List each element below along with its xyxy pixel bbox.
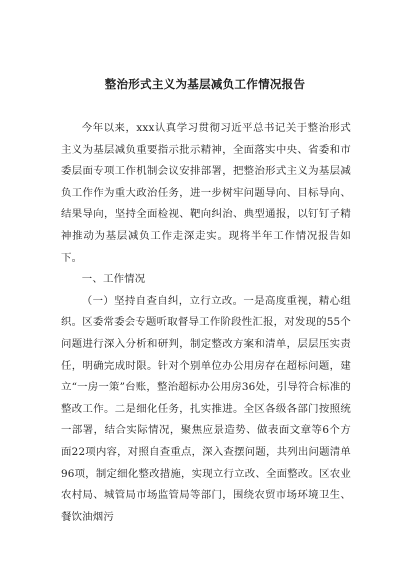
intro-paragraph: 今年以来，xxx认真学习贯彻习近平总书记关于整治形式主义为基层减负重要指示批示精神，全面落实中央、省委和市委层面专项工作机制会议安排部署，把整治形式主义为基层减负工作作为重大政治任务，进一步树牢问题导向、目标导向、结果导向，坚持全面检视、靶向纠治、典型通报，以钉钉子精神推动为基层减负工作走深走实。现将半年工作情况报告如下。 — [61, 122, 351, 264]
document-body — [61, 118, 351, 528]
body-paragraph: （一）坚持自查自纠，立行立改。一是高度重视，精心组织。区委常委会专题听取督导工作阶段性汇报，对发现的55个问题进行深入分析和研判，制定整改方案和清单，层层压实责任，明确完成时限。针对个别单位办公用房存在超标问题，建立“一房一策”台账，整治超标办公用房36处，引导符合标准的整改工作。二是细化任务，扎实推进。全区各级各部门按照统一部署，结合实际情况，聚焦应景造势、做表面文章等6个方面22项内容，对照自查重点，深入查摆问题，共列出问题清单96项，制定细化整改措施，实现立行立改、全面整改。区农业农村局、城管局市场监管局等部门，围绕农贸市场环境卫生、餐饮油烟污 — [61, 294, 351, 523]
section-heading: 一、工作情况 — [81, 273, 146, 286]
document-title: 整治形式主义为基层减负工作情况报告 — [104, 77, 306, 91]
